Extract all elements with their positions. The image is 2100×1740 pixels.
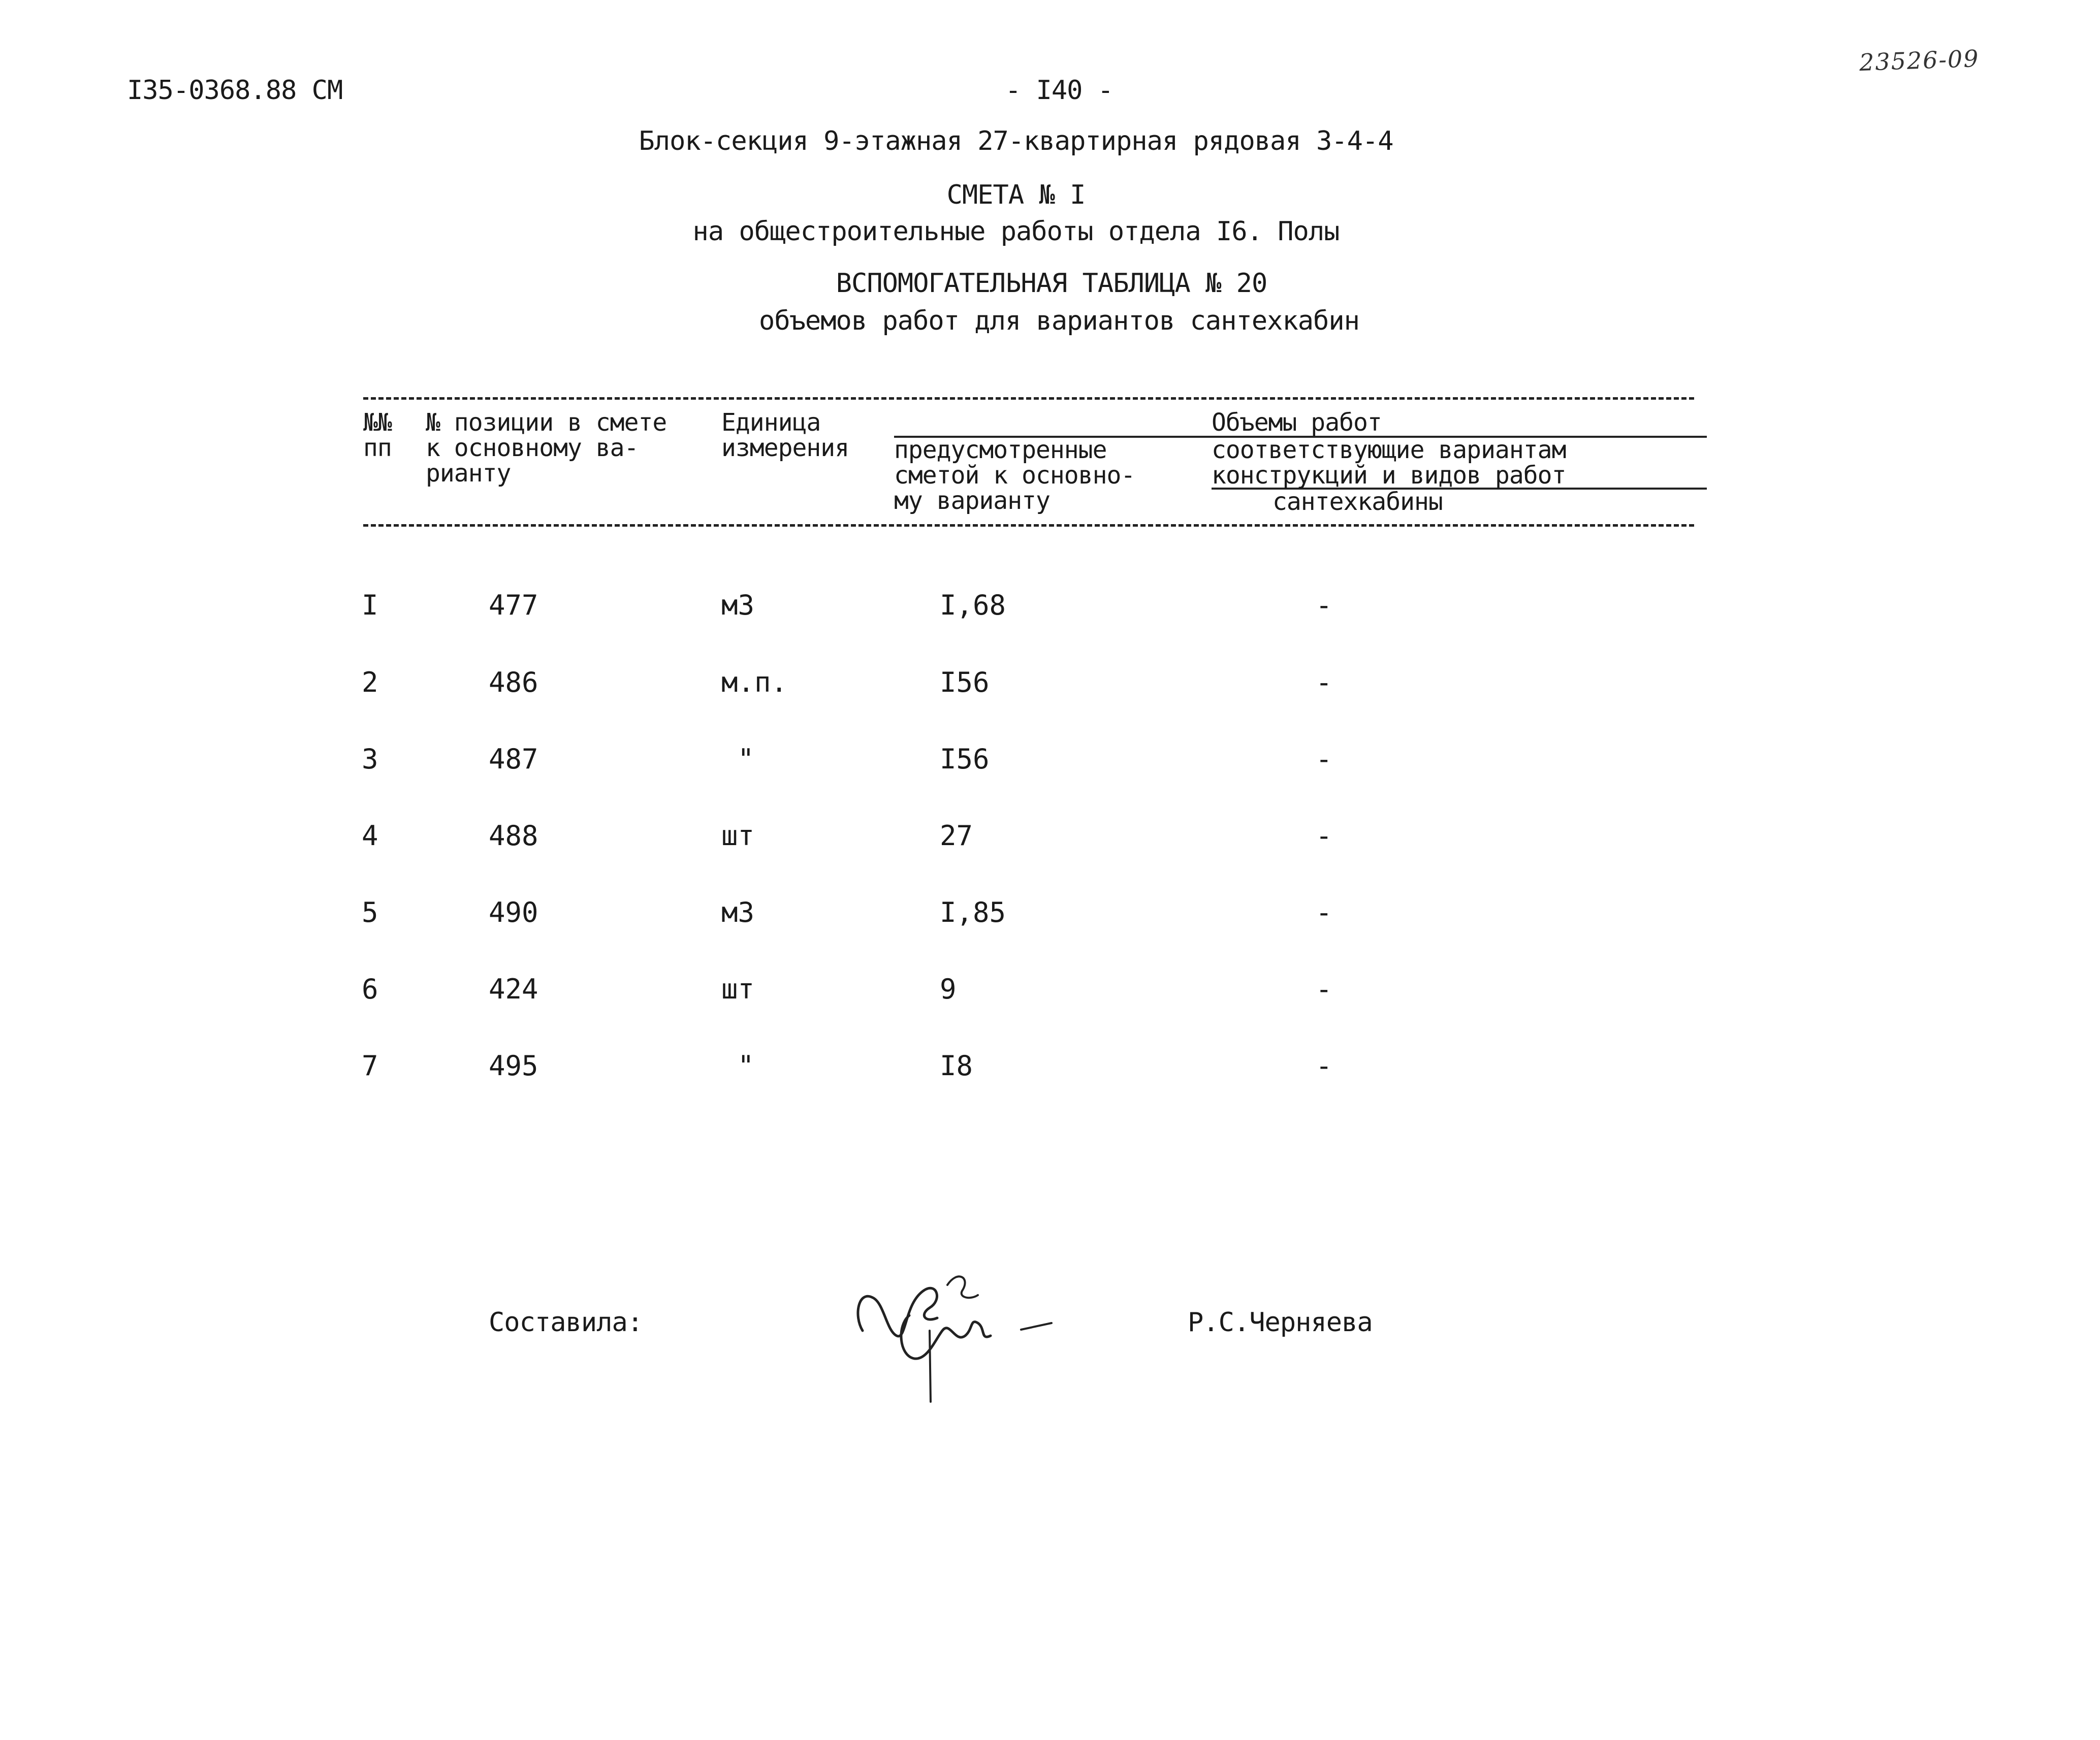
row-unit: м.п. [721,666,788,698]
header-bottom-rule [363,524,1694,527]
row-base-volume: I8 [940,1050,973,1082]
header-unit-line2: измерения [721,434,849,462]
row-position: 477 [489,589,538,621]
row-num: I [362,589,378,621]
row-variant-volume: - [1316,589,1332,621]
signer-name: Р.С.Черняева [1188,1307,1373,1338]
block-section-title: Блок-секция 9-этажная 27-квартирная рядовая 3-4-4 [639,126,1393,156]
header-base-line1: предусмотренные [894,436,1107,464]
row-variant-volume: - [1316,1050,1332,1082]
row-num: 4 [362,820,378,852]
row-num: 2 [362,666,378,698]
row-num: 6 [362,973,378,1005]
row-position: 487 [489,743,538,775]
header-num-line1: №№ [363,408,392,437]
estimate-title: СМЕТА № I [946,180,1086,210]
document-code: I35-0368.88 СМ [127,75,343,106]
row-position: 488 [489,820,538,852]
header-variants-line1: соответствующие вариантам [1212,436,1566,464]
row-unit: " [738,743,754,775]
header-position-line1: № позиции в смете [426,408,667,437]
row-position: 495 [489,1050,538,1082]
row-num: 5 [362,896,378,928]
row-variant-volume: - [1316,973,1332,1005]
row-position: 490 [489,896,538,928]
row-num: 3 [362,743,378,775]
aux-table-subject: объемов работ для вариантов сантехкабин [759,306,1359,336]
header-volumes: Объемы работ [1212,408,1382,437]
header-num-line2: пп [363,434,392,462]
row-base-volume: 27 [940,820,973,852]
header-unit-line1: Единица [721,408,821,437]
compiled-by-label: Составила: [489,1307,643,1338]
page-number: - I40 - [1005,75,1113,106]
row-base-volume: I,68 [940,589,1006,621]
row-unit: шт [721,820,755,852]
row-unit: м3 [721,589,755,621]
header-position-line2: к основному ва- [426,434,639,462]
header-base-line2: сметой к основно- [894,461,1135,490]
row-base-volume: 9 [940,973,957,1005]
row-position: 424 [489,973,538,1005]
header-variants-line3: сантехкабины [1272,488,1443,516]
signature [848,1254,1062,1407]
row-variant-volume: - [1316,820,1332,852]
header-base-line3: му варианту [894,487,1050,515]
archive-number: 23526-09 [1859,44,1980,77]
header-variants-line2: конструкций и видов работ [1212,461,1566,490]
row-variant-volume: - [1316,896,1332,928]
row-base-volume: I,85 [940,896,1006,928]
header-position-line3: рианту [426,459,511,488]
row-base-volume: I56 [940,743,990,775]
row-position: 486 [489,666,538,698]
row-variant-volume: - [1316,743,1332,775]
row-unit: " [738,1050,754,1082]
row-num: 7 [362,1050,378,1082]
header-top-rule [363,397,1694,400]
row-variant-volume: - [1316,666,1332,698]
estimate-subject: на общестроительные работы отдела I6. Полы [692,216,1340,247]
row-unit: шт [721,973,755,1005]
aux-table-title: ВСПОМОГАТЕЛЬНАЯ ТАБЛИЦА № 20 [836,268,1267,299]
row-unit: м3 [721,896,755,928]
row-base-volume: I56 [940,666,990,698]
